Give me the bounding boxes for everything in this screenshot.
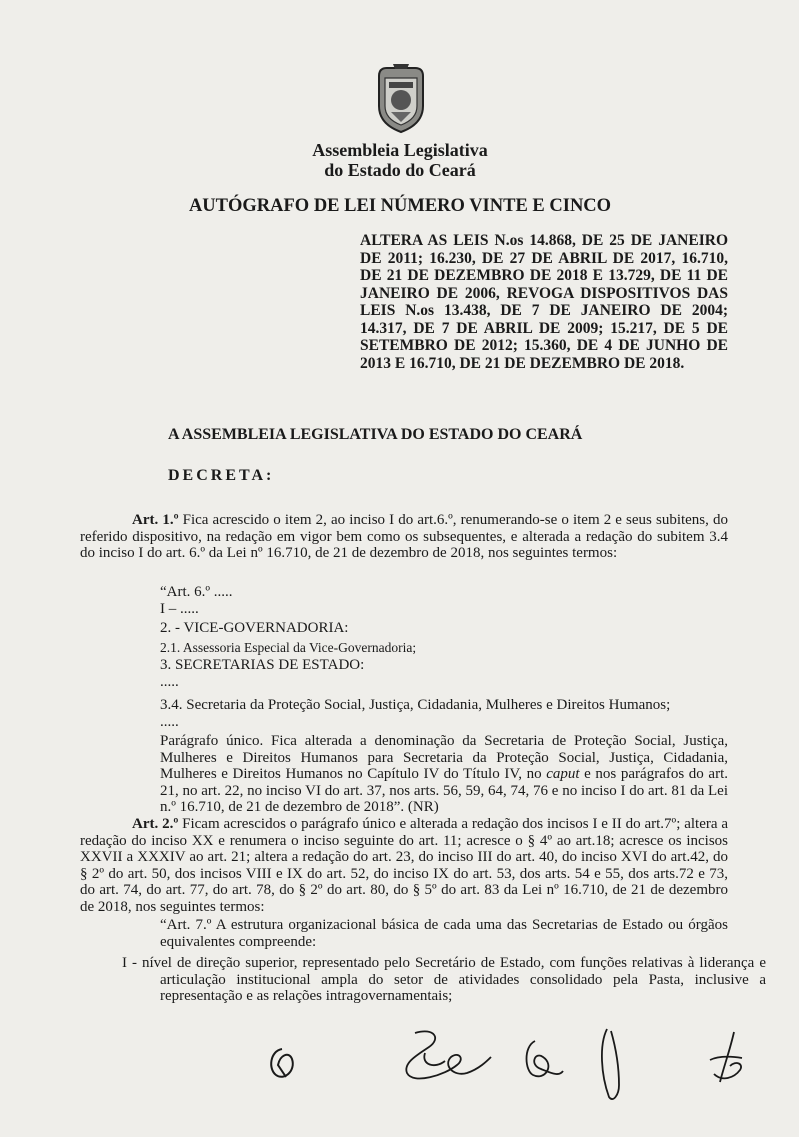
ementa: ALTERA AS LEIS N.os 14.868, DE 25 DE JANEIRO DE 2011; 16.230, DE 27 DE ABRIL DE 2017, 16.710, DE 21 DE DEZEMBRO DE 2018 E 13.729, DE 11 DE JANEIRO DE 2006, REVOGA DISPOSITIVOS DAS LEIS N.os 13.438, DE 7 DE JANEIRO DE 2004; 14.317, DE 7 DE ABRIL DE 2009; 15.217, DE 5 DE SETEMBRO DE 2012; 15.360, DE 4 DE JUNHO DE 2013 E 16.710, DE 21 DE DEZEMBRO DE 2018.	[360, 232, 728, 372]
paragrafo-text-post: e nos parágrafos do art. 21, no art. 22, no inciso VI do art. 37, nos arts. 56, 59, 64, 74, 76 e no inciso I do art. 81 da Lei n.º 16.710, de 21 de dezembro de 2018”. (NR)	[160, 766, 728, 815]
paragrafo-text-pre: Parágrafo único. Fica alterada a denominação da Secretaria de Proteção Social, Justiça, Mulheres e Direitos Humanos para Secretaria da Proteção Social, Justiça, Cidadania, Mulheres e Direitos Humanos no Capítulo IV do Título IV, no	[160, 733, 728, 782]
article-2	[80, 816, 728, 915]
quoted-line: I – .....	[160, 601, 199, 617]
article-7-quote: “Art. 7.º A estrutura organizacional básica de cada uma das Secretarias de Estado ou órgãos equivalentes compreende:	[160, 917, 728, 950]
quoted-line: .....	[160, 674, 179, 690]
signature-1-icon	[262, 1045, 302, 1085]
inciso-i: I - nível de direção superior, representado pelo Secretário de Estado, com funções relativas à liderança e articulação institucional ampla do setor de atividades consolidado pela Pasta, inclusive a representação e as relações intragovernamentais;	[122, 955, 766, 1004]
institution-name-line1: Assembleia Legislativa	[312, 140, 488, 160]
signature-5-icon	[700, 1030, 750, 1090]
quoted-line: .....	[160, 714, 179, 730]
institution-name-line2: do Estado do Ceará	[324, 160, 476, 180]
article-1-label: Art. 1.º	[132, 512, 179, 528]
paragrafo-caput: caput	[546, 766, 580, 782]
enacting-clause: A ASSEMBLEIA LEGISLATIVA DO ESTADO DO CEARÁ	[168, 426, 583, 443]
quoted-line: “Art. 6.º .....	[160, 584, 233, 600]
page-title: AUTÓGRAFO DE LEI NÚMERO VINTE E CINCO	[188, 196, 612, 216]
signature-4-icon	[595, 1025, 635, 1105]
signature-3-icon	[515, 1035, 565, 1085]
quoted-line: 3. SECRETARIAS DE ESTADO:	[160, 657, 365, 673]
quoted-line: 2.1. Assessoria Especial da Vice-Governadoria;	[160, 640, 417, 655]
article-2-text: Ficam acrescidos o parágrafo único e alterada a redação dos incisos I e II do art.7º; altera a redação do inciso XX e renumera o inciso seguinte do art. 11; acresce o § 4º ao art.18; acresce os incisos XXVII a XXXIV ao art. 21; altera a redação do art. 23, do inciso III do art. 40, do inciso XVI do art.42, do § 2º do art. 50, dos incisos VIII e IX do art. 52, do inciso IX do art. 53, dos arts. 54 e 55, dos arts.72 e 73, do art. 74, do art. 77, do art. 78, do § 2º do art. 80, do § 5º do art. 83 da Lei nº 16.710, de 21 de dezembro de 2018, nos seguintes termos:	[80, 816, 728, 915]
paragrafo-unico	[160, 733, 728, 816]
decreta-heading: DECRETA:	[168, 467, 275, 484]
coat-of-arms-icon	[371, 62, 431, 134]
signature-2-icon	[395, 1025, 495, 1095]
article-2-label: Art. 2.º	[132, 816, 179, 832]
quoted-line: 2. - VICE-GOVERNADORIA:	[160, 620, 349, 636]
article-1-text: Fica acrescido o item 2, ao inciso I do art.6.º, renumerando-se o item 2 e seus subitens, do referido dispositivo, na redação em vigor bem como os subsequentes, e alterada a redação do subitem 3.4 do inciso I do art. 6.º da Lei nº 16.710, de 21 de dezembro de 2018, nos seguintes termos:	[80, 512, 728, 561]
article-1	[80, 512, 728, 562]
quoted-line: 3.4. Secretaria da Proteção Social, Justiça, Cidadania, Mulheres e Direitos Humanos;	[160, 697, 671, 713]
